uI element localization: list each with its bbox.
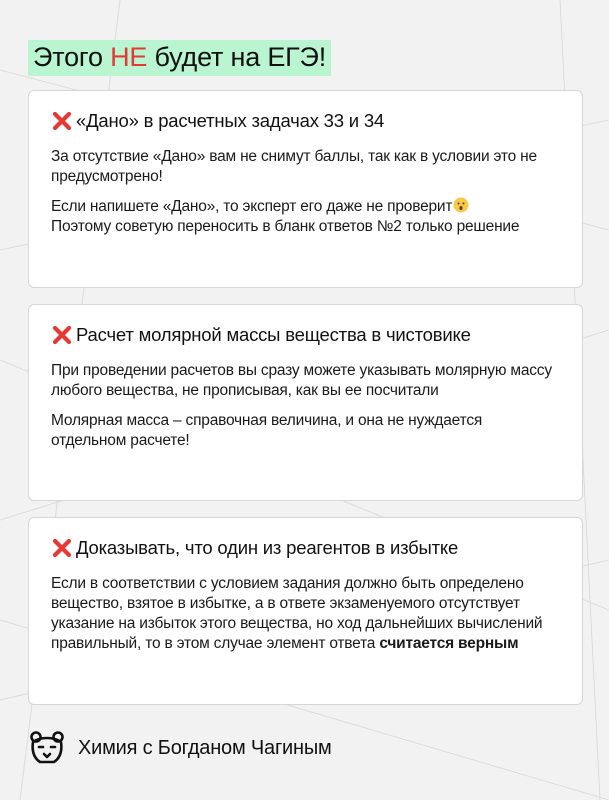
title-part-2: будет на ЕГЭ! (147, 42, 327, 72)
footer (28, 730, 332, 766)
info-card-3 (28, 517, 583, 705)
card-title-text: Доказывать, что один из реагентов в избытке (76, 537, 459, 558)
card-paragraph: Молярная масса – справочная величина, и она не нуждается отдельном расчете! (51, 412, 483, 449)
brand-name: Химия с Богданом Чагиным (78, 736, 332, 759)
card-paragraph: За отсутствие «Дано» вам не снимут баллы, так как в условии это не предусмотрено! (51, 148, 537, 185)
card-paragraph (51, 197, 558, 217)
bear-logo-icon (28, 730, 66, 766)
info-card-2 (28, 304, 583, 501)
card-paragraph-text: Если в соответствии с условием задания должно быть определено вещество, взятое в избытке, а в ответе экзаменуемого отсутствует указание на избыток этого вещества, но ход дальнейших вычислений правильный, то в этом случае элемент ответа (51, 575, 543, 652)
card-title (51, 109, 558, 133)
card-paragraph-bold: считается верным (379, 635, 519, 652)
info-card-1 (28, 90, 583, 288)
card-title (51, 323, 558, 347)
face-with-open-mouth-icon (453, 197, 469, 213)
red-x-icon (51, 324, 73, 346)
card-title-text: Расчет молярной массы вещества в чистовике (76, 324, 471, 345)
title-part-1: Этого (33, 42, 111, 72)
page-title (28, 40, 331, 76)
card-paragraph-text: Если напишете «Дано», то эксперт его даже не проверит (51, 198, 453, 215)
card-paragraph: Поэтому советую переносить в бланк ответов №2 только решение (51, 218, 520, 235)
card-title-text: «Дано» в расчетных задачах 33 и 34 (76, 110, 385, 131)
card-paragraph (51, 574, 558, 654)
red-x-icon (51, 110, 73, 132)
card-title (51, 536, 558, 560)
title-highlight: НЕ (110, 42, 148, 72)
red-x-icon (51, 537, 73, 559)
card-paragraph: При проведении расчетов вы сразу можете указывать молярную массу любого вещества, не прописывая, как вы ее посчитали (51, 362, 552, 399)
